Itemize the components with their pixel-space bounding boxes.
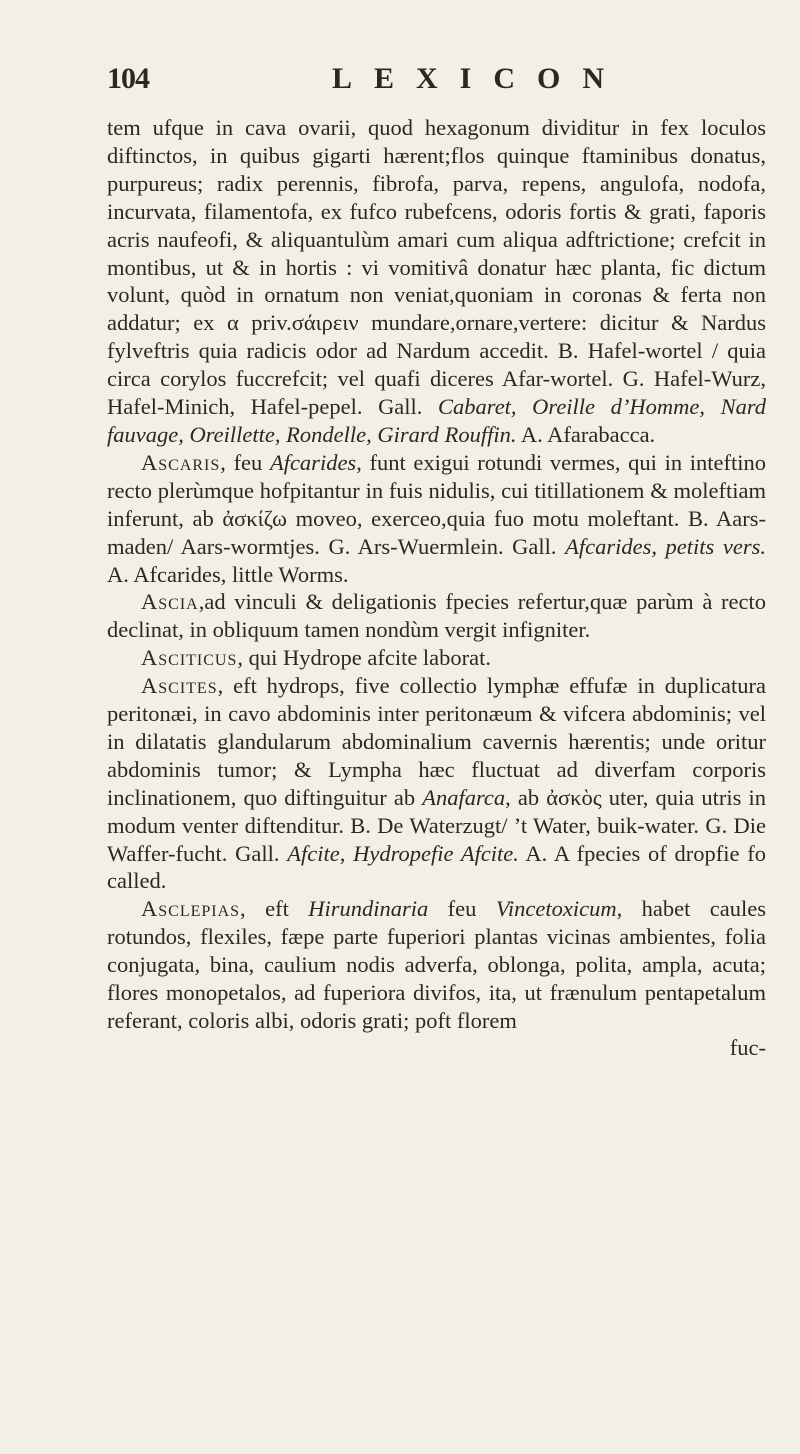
italic-text: Afcite, Hydropefie Afcite.: [287, 840, 519, 866]
entry-text: , habet caules rotundos, flexiles, fæpe parte fuperiori plantas vicinas ambientes, folia conjugata, bina, caulium nodis adverfa, oblonga, polita, ampla, acuta; flores monopetalos, ad fuperiora divifos, ita, ut frænulum pentapetalum referant, coloris albi, odoris grati; poft florem: [107, 896, 766, 1033]
lexicon-body: [107, 114, 766, 1035]
entry-text: , eft hydrops, five collectio lymphæ effufæ in duplicatura peritonæi, in cavo abdominis inter peritonæum & vifcera abdominis; vel in dilatatis glandularum abdominalium cavernis hærentis; unde oritur abdominis tumor; & Lympha hæc fluctuat ad diverfam corporis inclinationem, quo diftinguitur ab: [107, 673, 766, 810]
italic-text: Afcarides, petits vers.: [565, 533, 766, 559]
entry-text: A. Afcarides, little Worms.: [107, 561, 349, 587]
entry-text: A. Afarabacca.: [516, 421, 656, 447]
headword: Ascaris: [141, 449, 221, 475]
italic-text: Hirundinaria: [308, 896, 429, 922]
running-head: LEXICON: [332, 62, 627, 95]
entry-text: , eft: [240, 896, 309, 922]
headword: Ascites: [141, 673, 218, 699]
page-number: 104: [107, 62, 149, 95]
entry-ascites: [107, 672, 766, 895]
entry-text: , feu: [220, 449, 270, 475]
entry-continuation: [107, 114, 766, 449]
italic-text: Anafarca: [422, 784, 506, 810]
page-header: [107, 62, 766, 106]
entry-text: , funt exigui rotundi vermes, qui in inteftino recto plerùmque hofpitantur in fuis nidulis, cui titillationem & moleftiam inferunt, ab ἀσκίζω moveo, exerceo,quia fuo motu moleftant. B. Aars-maden/ Aars-wormtjes. G. Ars-Wuermlein. Gall.: [107, 449, 766, 559]
catchword: fuc-: [729, 1034, 766, 1060]
entry-asclepias: [107, 895, 766, 1035]
entry-text: , ab ἀσκὸς uter, quia utris in modum venter diftenditur. B. De Waterzugt/ ’t Water, buik-water. G. Die Waffer-fucht. Gall.: [107, 784, 766, 866]
headword: Asciticus: [141, 645, 238, 671]
entry-asciticus: [107, 644, 766, 672]
italic-text: Afcarides: [269, 449, 357, 475]
entry-text: tem ufque in cava ovarii, quod hexagonum dividitur in fex loculos diftinctos, in quibus gigarti hærent;flos quinque ftaminibus donatus, purpureus; radix perennis, fibrofa, parva, repens, angulofa, nodofa, incurvata, filamentofa, ex fufco rubefcens, odoris fortis & grati, faporis acris naufeofi, & aliquantulùm amari cum aliqua adftrictione; crefcit in montibus, ut & in hortis : vi vomitivâ donatur hæc planta, fic dictum volunt, quòd in ornatum non veniat,quoniam in coronas & ferta non addatur; ex α priv.σάιρειν mundare,ornare,vertere: dicitur & Nardus fylveftris quia radicis odor ad Nardum accedit. B. Hafel-wortel / quia circa corylos fuccrefcit; vel quafi diceres Afar-wortel. G. Hafel-Wurz, Hafel-Minich, Hafel-pepel. Gall.: [107, 115, 766, 420]
entry-text: feu: [428, 896, 496, 922]
entry-ascia: [107, 588, 766, 644]
italic-text: Cabaret, Oreille d’Homme, Nard fauvage, Oreillette, Rondelle, Girard Rouffin.: [107, 394, 766, 447]
entry-text: ,ad vinculi & deligationis fpecies refertur,quæ parùm à recto declinat, in obliquum tamen nondùm vergit infigniter.: [107, 589, 766, 643]
italic-text: Vincetoxicum: [495, 896, 617, 922]
entry-text: A. A fpecies of dropfie fo called.: [107, 840, 766, 894]
headword: Ascia: [141, 589, 199, 615]
headword: Asclepias: [141, 896, 241, 922]
entry-text: , qui Hydrope afcite laborat.: [237, 645, 492, 671]
entry-ascaris: [107, 449, 766, 589]
